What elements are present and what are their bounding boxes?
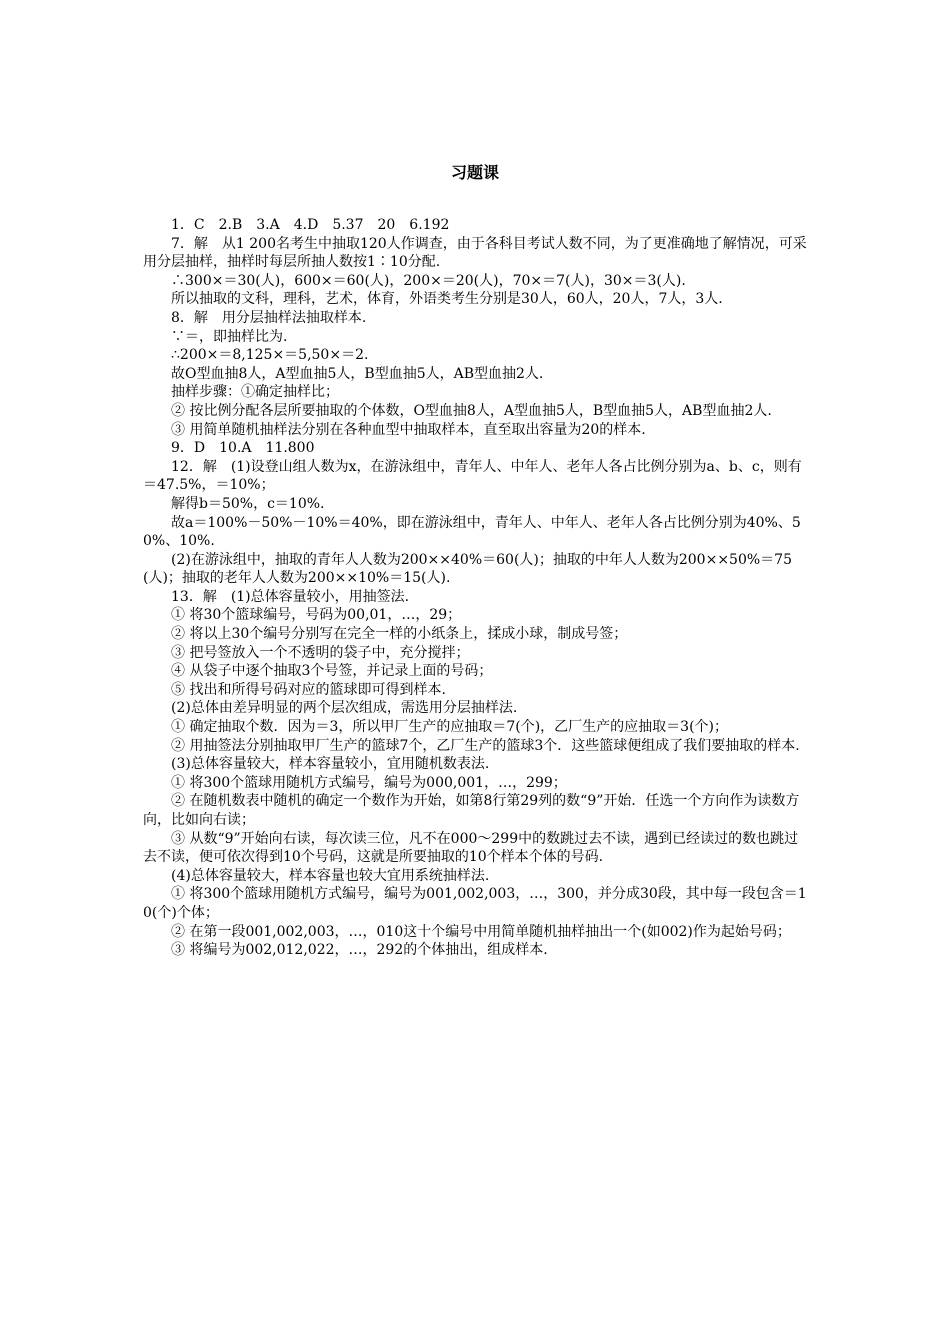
- answer-line: 所以抽取的文科，理科，艺术，体育，外语类考生分别是30人，60人，20人，7人，3人.: [171, 291, 723, 308]
- answer-line: ② 在随机数表中随机的确定一个数作为开始，如第8行第29列的数“9”开始．任选一个方向作为读数方向，比如向右读；: [143, 793, 800, 828]
- answer-line: (4)总体容量较大，样本容量也较大宜用系统抽样法.: [171, 867, 490, 884]
- answer-line: 解得b＝50%，c＝10%.: [171, 495, 325, 512]
- answer-line: ② 将以上30个编号分别写在完全一样的小纸条上，揉成小球，制成号签；: [171, 626, 628, 643]
- answer-line: ④ 从袋子中逐个抽取3个号签，并记录上面的号码；: [171, 663, 493, 680]
- answer-line: 故a＝100%－50%－10%＝40%，即在游泳组中，青年人、中年人、老年人各占比例分别为40%、50%、10%.: [143, 514, 801, 550]
- answer-line: 13．解 (1)总体容量较小，用抽签法.: [171, 588, 410, 605]
- answer-line: 9．D 10.A 11.800: [171, 440, 315, 457]
- answer-line: 12．解 (1)设登山组人数为x，在游泳组中，青年人、中年人、老年人各占比例分别为a、b、c，则有＝47.5%，＝10%；: [143, 458, 802, 494]
- answer-line: 1．C 2.B 3.A 4.D 5.37 20 6.192: [171, 217, 450, 233]
- answer-line: ① 将300个篮球用随机方式编号，编号为001,002,003，…，300，并分成30段，其中每一段包含＝10(个)个体；: [143, 886, 807, 921]
- answer-line: ② 在第一段001,002,003，…，010这十个编号中用简单随机抽样抽出一个(如002)作为起始号码；: [171, 923, 791, 940]
- answer-line: ③ 把号签放入一个不透明的袋子中，充分搅拌；: [171, 644, 470, 661]
- answer-line: (2)在游泳组中，抽取的青年人人数为200××40%＝60(人)；抽取的中年人人数为200××50%＝75(人)；抽取的老年人人数为200××10%＝15(人).: [143, 551, 792, 587]
- page-title: 习题课: [450, 163, 499, 182]
- answer-line: ③ 将编号为002,012,022，…，292的个体抽出，组成样本.: [171, 942, 548, 959]
- answer-line: 故O型血抽8人，A型血抽5人，B型血抽5人，AB型血抽2人.: [171, 365, 544, 382]
- answer-line: ① 将300个篮球用随机方式编号，编号为000,001，…，299；: [171, 774, 567, 791]
- answer-line: ③ 用简单随机抽样法分别在各种血型中抽取样本，直至取出容量为20的样本.: [171, 421, 646, 438]
- answer-line: ∴200×＝8,125×＝5,50×＝2.: [171, 347, 369, 364]
- answer-line: ③ 从数“9”开始向右读，每次读三位，凡不在000～299中的数跳过去不读，遇到已经读过的数也跳过去不读，便可依次得到10个号码，这就是所要抽取的10个样本个体的号码.: [143, 830, 799, 866]
- answer-line: ① 将30个篮球编号，号码为00,01，…，29；: [171, 607, 462, 624]
- answer-body: [143, 216, 809, 960]
- answer-line: 抽样步骤：①确定抽样比；: [171, 384, 339, 401]
- answer-line: ② 用抽签法分别抽取甲厂生产的篮球7个，乙厂生产的篮球3个．这些篮球便组成了我们要抽取的样本.: [171, 737, 800, 754]
- answer-line: ① 确定抽取个数．因为＝3，所以甲厂生产的应抽取＝7(个)，乙厂生产的应抽取＝3(个)；: [171, 719, 729, 736]
- answer-line: 7．解 从1 200名考生中抽取120人作调查，由于各科目考试人数不同，为了更准确地了解情况，可采用分层抽样，抽样时每层所抽人数按1∶10分配.: [143, 235, 807, 271]
- answer-line: ⑤ 找出和所得号码对应的篮球即可得到样本.: [171, 681, 446, 698]
- answer-line: (2)总体由差异明显的两个层次组成，需选用分层抽样法.: [171, 700, 518, 717]
- answer-line: ∴300×＝30(人)，600×＝60(人)，200×＝20(人)，70×＝7(人)，30×＝3(人).: [171, 272, 686, 289]
- answer-line: 8．解 用分层抽样法抽取样本.: [171, 309, 367, 326]
- answer-line: ∵＝，即抽样比为.: [171, 328, 288, 345]
- answer-line: ② 按比例分配各层所要抽取的个体数，O型血抽8人，A型血抽5人，B型血抽5人，AB型血抽2人.: [171, 402, 772, 419]
- answer-line: (3)总体容量较大，样本容量较小，宜用随机数表法.: [171, 756, 490, 773]
